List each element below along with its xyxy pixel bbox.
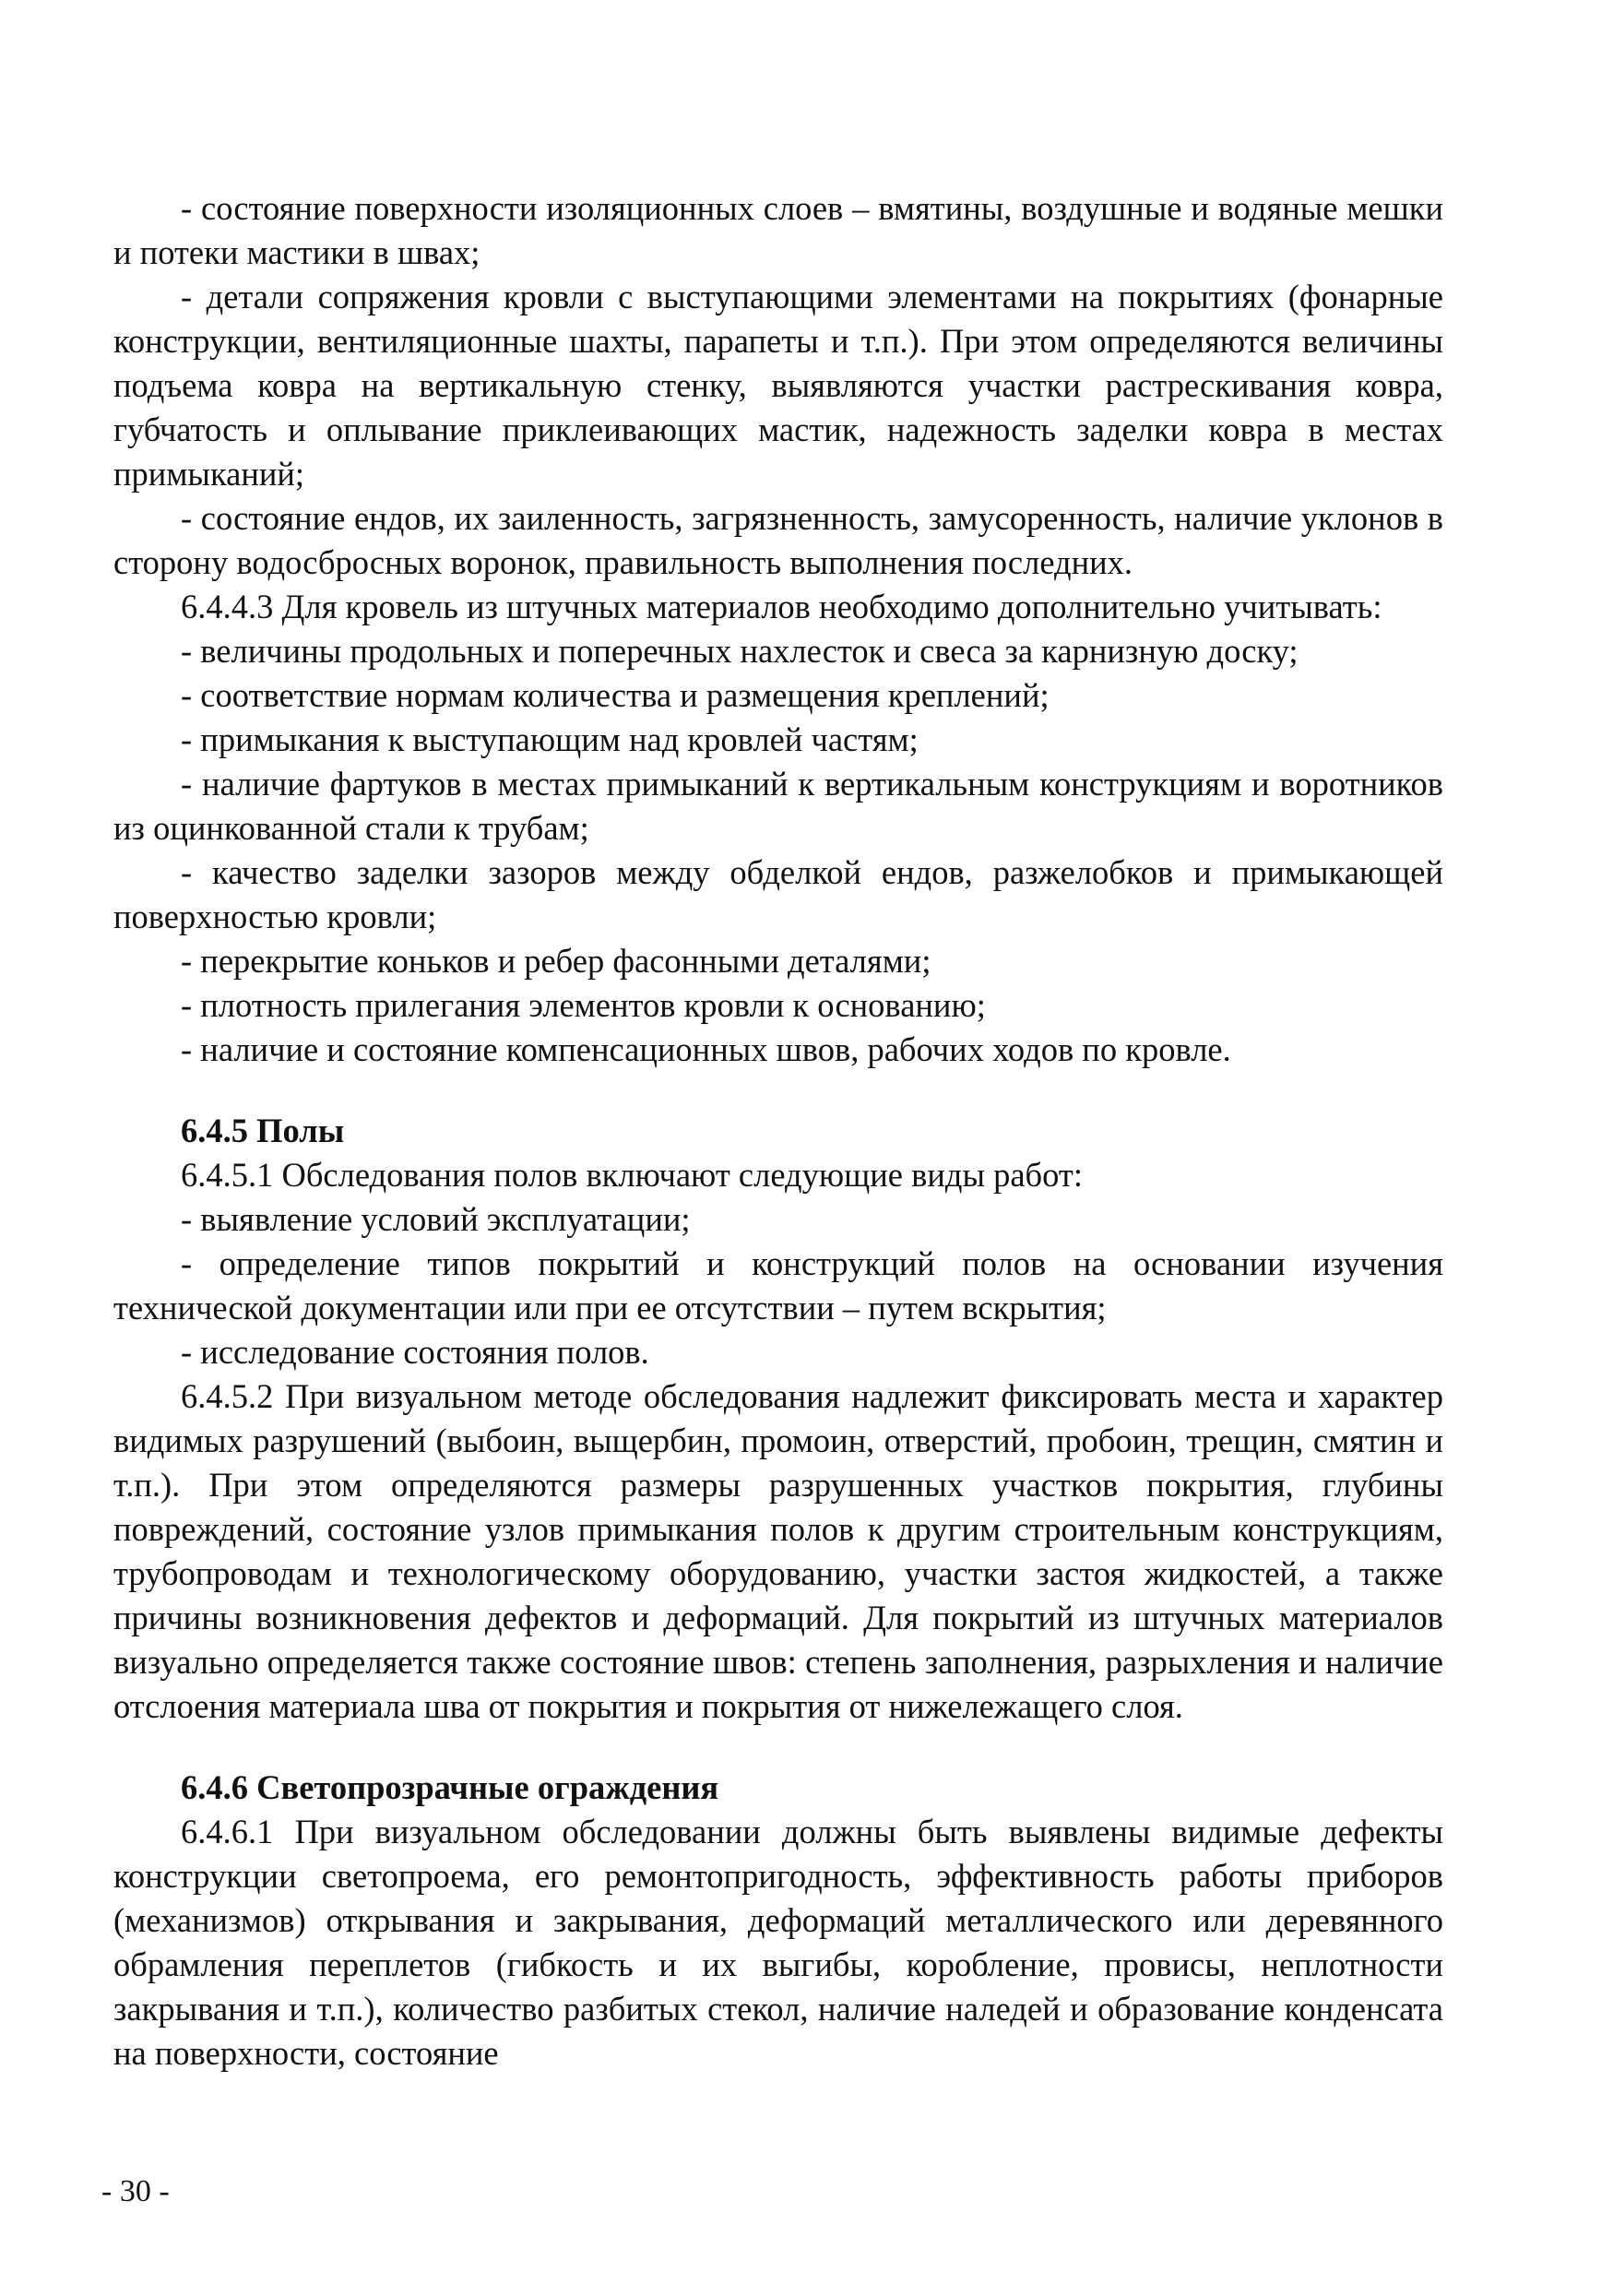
paragraph: - величины продольных и поперечных нахлесток и свеса за карнизную доску; (181, 632, 1299, 670)
paragraph: - примыкания к выступающим над кровлей частям; (181, 720, 919, 758)
paragraph: 6.4.5.2 При визуальном методе обследования надлежит фиксировать места и характер видимых разрушений (выбоин, выщербин, промоин, отверстий, пробоин, трещин, смятин и т.п.). При этом определяются размеры разрушенных участков покрытия, глубины повреждений, состояние узлов примыкания полов к другим строительным конструкциям, трубопроводам и технологическому оборудованию, участки застоя жидкостей, а также причины возникновения дефектов и деформаций. Для покрытий из штучных материалов визуально определяется также состояние швов: степень заполнения, разрыхления и наличие отслоения материала шва от покрытия и покрытия от нижележащего слоя. (113, 1377, 1443, 1725)
paragraph: - исследование состояния полов. (181, 1333, 649, 1371)
paragraph: - определение типов покрытий и конструкций полов на основании изучения технической документации или при ее отсутствии – путем вскрытия; (113, 1244, 1443, 1326)
section-heading-glazing: 6.4.6 Светопрозрачные ограждения (181, 1768, 719, 1806)
paragraph: 6.4.4.3 Для кровель из штучных материалов необходимо дополнительно учитывать: (181, 588, 1382, 625)
paragraph: - перекрытие коньков и ребер фасонными деталями; (181, 942, 931, 980)
paragraph: - плотность прилегания элементов кровли к основанию; (181, 986, 986, 1024)
paragraph: - выявление условий эксплуатации; (181, 1200, 691, 1238)
page-body (113, 186, 1443, 2076)
paragraph: - состояние ендов, их заиленность, загрязненность, замусоренность, наличие уклонов в сторону водосбросных воронок, правильность выполнения последних. (113, 499, 1443, 581)
paragraph: - соответствие нормам количества и размещения креплений; (181, 676, 1050, 714)
paragraph: - качество заделки зазоров между обделкой ендов, разжелобков и примыкающей поверхностью кровли; (113, 853, 1443, 935)
section-gap (113, 1072, 1443, 1109)
paragraph: 6.4.5.1 Обследования полов включают следующие виды работ: (181, 1156, 1083, 1194)
paragraph: - состояние поверхности изоляционных слоев – вмятины, воздушные и водяные мешки и потеки мастики в швах; (113, 189, 1443, 271)
section-heading-floors: 6.4.5 Полы (181, 1112, 345, 1149)
paragraph: - наличие фартуков в местах примыканий к вертикальным конструкциям и воротников из оцинкованной стали к трубам; (113, 765, 1443, 847)
page-number: - 30 - (101, 2174, 170, 2208)
paragraph: - детали сопряжения кровли с выступающими элементами на покрытиях (фонарные конструкции, вентиляционные шахты, парапеты и т.п.). При этом определяются величины подъема ковра на вертикальную стенку, выявляются участки растрескивания ковра, губчатость и оплывание приклеивающих мастик, надежность заделки ковра в местах примыканий; (113, 278, 1443, 493)
section-gap (113, 1729, 1443, 1766)
paragraph: - наличие и состояние компенсационных швов, рабочих ходов по кровле. (181, 1030, 1231, 1068)
paragraph: 6.4.6.1 При визуальном обследовании должны быть выявлены видимые дефекты конструкции светопроема, его ремонтопригодность, эффективность работы приборов (механизмов) открывания и закрывания, деформаций металлического или деревянного обрамления переплетов (гибкость и их выгибы, коробление, провисы, неплотности закрывания и т.п.), количество разбитых стекол, наличие наледей и образование конденсата на поверхности, состояние (113, 1813, 1443, 2072)
